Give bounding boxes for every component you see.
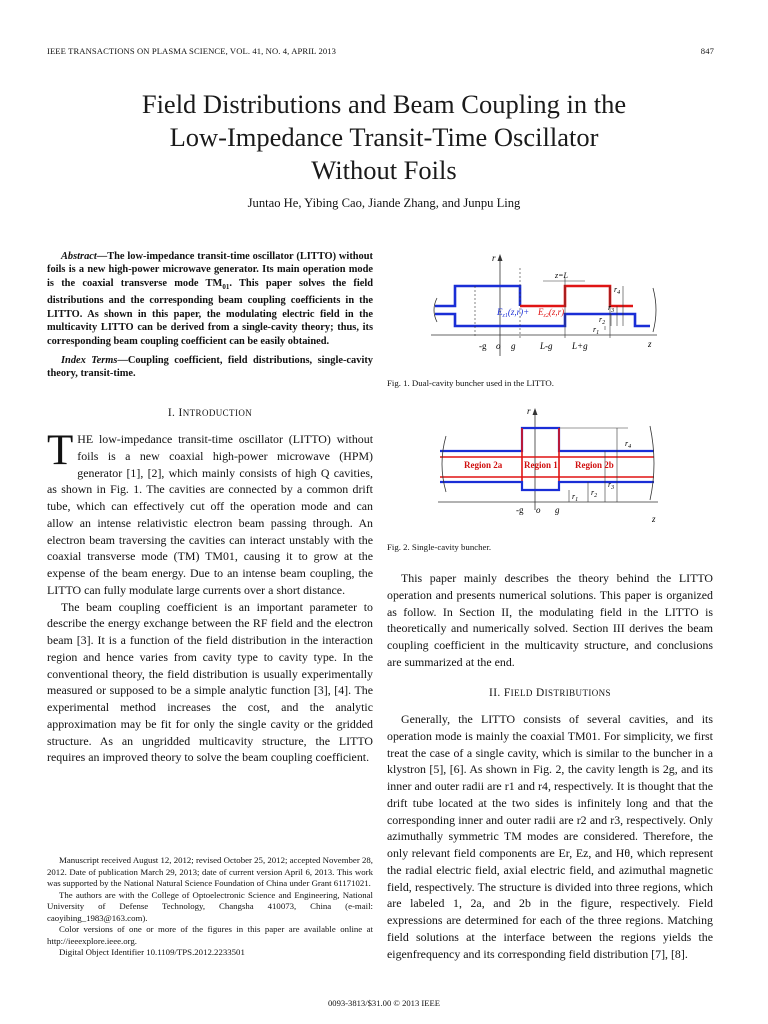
figure-1-caption: Fig. 1. Dual-cavity buncher used in the LITTO. [387,378,554,388]
fig2-r1-main: r [572,492,576,501]
fig2-left-end [442,436,446,492]
page-number: 847 [700,46,714,56]
figure-2-caption: Fig. 2. Single-cavity buncher. [387,542,492,552]
fig2-label-r2 [591,488,597,499]
fig1-label-g: g [511,341,516,351]
section-cap: D [536,687,545,699]
right-column-intro [387,570,713,671]
right-paragraph-2: Generally, the LITTO consists of several cavities, and its operation mode is mainly the coaxial TM01. For simplicity, we first treat the case of a single cavity, which is similar to the buncher in a klystron [5], [6]. As shown in Fig. 2, the cavity length is 2g, and its inner and outer radii are r1 and r4, respectively. It is thought that the drift tube located at the two sides is infinitely long and that the corresponding inner and outer radii are r2 and r3, respectively. Only azimuthally symmetric TM modes are considered. Therefore, the only relevant field components are Er, Ez, and Hθ, which represent the radial electric field, axial electric field, and azimuthal magnetic field, respectively. The structure is divided into three regions, which are labeled 1, 2a, and 2b in the figure, respectively. Field expressions are determined for each of the three regions. Matching field solutions at the interface between the regions yields the eigenfrequency and its corresponding field distribution [7], [8]. [387,712,713,961]
fig2-r-arrow [533,408,538,415]
fig2-r1-sub: 1 [575,497,579,503]
journal-header: IEEE TRANSACTIONS ON PLASMA SCIENCE, VOL. 41, NO. 4, APRIL 2013 [47,46,337,56]
field-distributions-body [387,711,713,962]
fig2-label-r1 [572,492,578,503]
fig1-field1-main: E [497,307,503,317]
fig1-cavity1-outer [435,286,520,306]
fig2-right-end [650,426,654,500]
fig2-label-g: g [555,505,560,515]
fig1-label-r4 [614,285,620,296]
fig1-label-zL: z=L [555,271,568,280]
title-line: Without Foils [311,154,457,185]
fig1-r4-sub: 4 [617,290,621,296]
section-number: I. [167,407,176,419]
introduction-body [47,427,373,766]
fig1-r4-main: r [614,285,618,294]
fig2-r3-main: r [608,480,612,489]
right-paragraph-1: This paper mainly describes the theory behind the LITTO operation and presents numerical solutions. This paper is organized as follow. In Section II, the modulating field in the LITTO is theoretically and numerically solved. Section III derives the beam coupling coefficient in the multicavity structure, and conclusions are summarized at the end. [387,571,713,669]
fig2-label-region1: Region 1 [524,460,558,470]
section-number: II. [489,687,501,699]
figure-2-single-cavity [428,402,668,528]
fig1-left-end [434,298,437,322]
fig1-label-o: o [496,341,501,351]
fig1-r2-sub: 2 [602,320,606,326]
fig1-field2-args: (z,r) [548,307,565,317]
fig1-r1-sub: 1 [596,330,600,336]
fig1-field2-sub: z2 [543,313,549,319]
fig2-label-neg-g: -g [516,505,524,515]
fig1-r2-main: r [599,315,603,324]
fig1-field1-args: (z,r)+ [507,307,530,317]
abstract-text: —The low-impedance transit-time oscillator (LITTO) without foils is a new high-power microwave generator. Its main operation mode is the coaxial transverse mode TM [47,251,373,289]
title-line: Low-Impedance Transit-Time Oscillator [169,121,599,152]
footnote: Color versions of one or more of the figures in this paper are available online at http://ieeexplore.ieee.org. [47,924,373,946]
fig1-label-r: r [492,253,496,263]
footnote: The authors are with the College of Optoelectronic Science and Engineering, National University of Defense Technology, Changsha 410073, China (e-mail: caoyibing_1983@163.com). [47,889,373,923]
paper-title [40,88,728,187]
fig1-label-field1 [496,307,529,319]
fig2-r3-sub: 3 [611,485,615,491]
footnote: Digital Object Identifier 10.1109/TPS.2012.2233501 [59,947,245,957]
fig2-r2-sub: 2 [594,493,598,499]
section-heading-field-distributions [387,687,713,699]
fig1-label-r2 [599,315,605,326]
fig1-r3-main: r [608,303,612,312]
intro-paragraph-2: The beam coupling coefficient is an important parameter to describe the energy exchange between the RF field and the electron beam [3]. It is a function of the field distribution in the interaction region and hence varies from cavity type to cavity type. In the conventional theory, the field distribution is usually experimentally measured or supposed to be a simple analytic function [3], [4]. The experimental method increases the cost, and the analytic approximation may be fit for only the single cavity or the gridded structure. As an ungridded multicavity structure, the LITTO requires an improved theory to solve the beam coupling coefficient. [47,599,373,765]
intro-paragraph-1: HE low-impedance transit-time oscillator (LITTO) without foils is a new coaxial high-power microwave (HPM) generator [1], [2], which mainly consists of high Q cavities, as shown in Fig. 1. The cavities are connected by a common drift tube, which can effectively cut off the operation mode and can allow an intense relativistic electron beam passing through. An electron beam traversing the cavities can interact unstably with the coaxial transverse mode (TM) TM01, causing it to grow at the expense of the beam energy. Due to an intense beam coupling, the LITTO can fully modulate large currents over a short distance. [47,432,373,597]
abstract-label: Abstract [61,251,97,262]
figure-1-dual-cavity [395,248,715,373]
index-terms-text: —Coupling coefficient, field distributions, single-cavity theory, transit-time. [47,354,373,380]
authors: Juntao He, Yibing Cao, Jiande Zhang, and Junpu Ling [247,196,521,210]
fig2-label-z: z [652,514,656,524]
fig1-label-z: z [648,339,652,349]
fig2-label-r4 [625,439,631,450]
section-rest: IELD [510,688,533,698]
fig1-label-r3 [608,303,614,314]
fig1-right-end [653,288,656,332]
section-cap: F [503,687,511,699]
fig2-r4-sub: 4 [628,444,632,450]
fig1-field1-sub: z1 [502,313,508,319]
section-cap: I [178,407,183,419]
fig2-label-r: r [527,406,531,416]
footnote: Manuscript received August 12, 2012; revised October 25, 2012; accepted November 28, 2012. Date of publication March 29, 2013; date of current version April 6, 2013. This work was supported by the National Natural Science Foundation of China under Grant 61171021. [47,855,373,888]
abstract-sub: 01 [222,282,230,291]
fig1-label-field2 [537,307,564,319]
fig1-label-r1 [593,325,599,336]
fig1-r3-sub: 3 [611,308,615,314]
fig2-label-region2b: Region 2b [575,460,614,470]
fig2-r2-main: r [591,488,595,497]
fig2-r4-main: r [625,439,629,448]
title-line: Field Distributions and Beam Coupling in the [141,89,627,119]
abstract [47,250,373,381]
fig2-outer-wall [440,428,654,451]
section-rest: ISTRIBUTIONS [544,688,611,698]
fig1-r-arrow [498,254,503,261]
fig1-label-Lpg: L+g [572,341,588,351]
drop-cap: T [47,427,74,474]
section-rest: NTRODUCTION [182,408,253,418]
fig1-r1-main: r [593,325,597,334]
copyright-footer: 0093-3813/$31.00 © 2013 IEEE [327,998,441,1008]
fig2-label-region2a: Region 2a [464,460,503,470]
index-terms-label: Index Terms [61,354,118,366]
section-heading-introduction [47,407,373,419]
fig1-field2-main: E [538,307,544,317]
footnotes [47,855,373,959]
fig1-label-neg-g: -g [479,341,487,351]
fig2-label-o: o [536,505,541,515]
fig2-inner-wall [440,482,654,490]
fig1-label-Lg: L-g [540,341,553,351]
abstract-text-cont: . This paper solves the field distributions and the corresponding beam coupling coefficients in the LITTO. As shown in this paper, the modulating electric field in the multicavity LITTO can be derived from a single-cavity theory; thus, its corresponding beam coupling coefficient can be easily obtained. [47,277,373,347]
